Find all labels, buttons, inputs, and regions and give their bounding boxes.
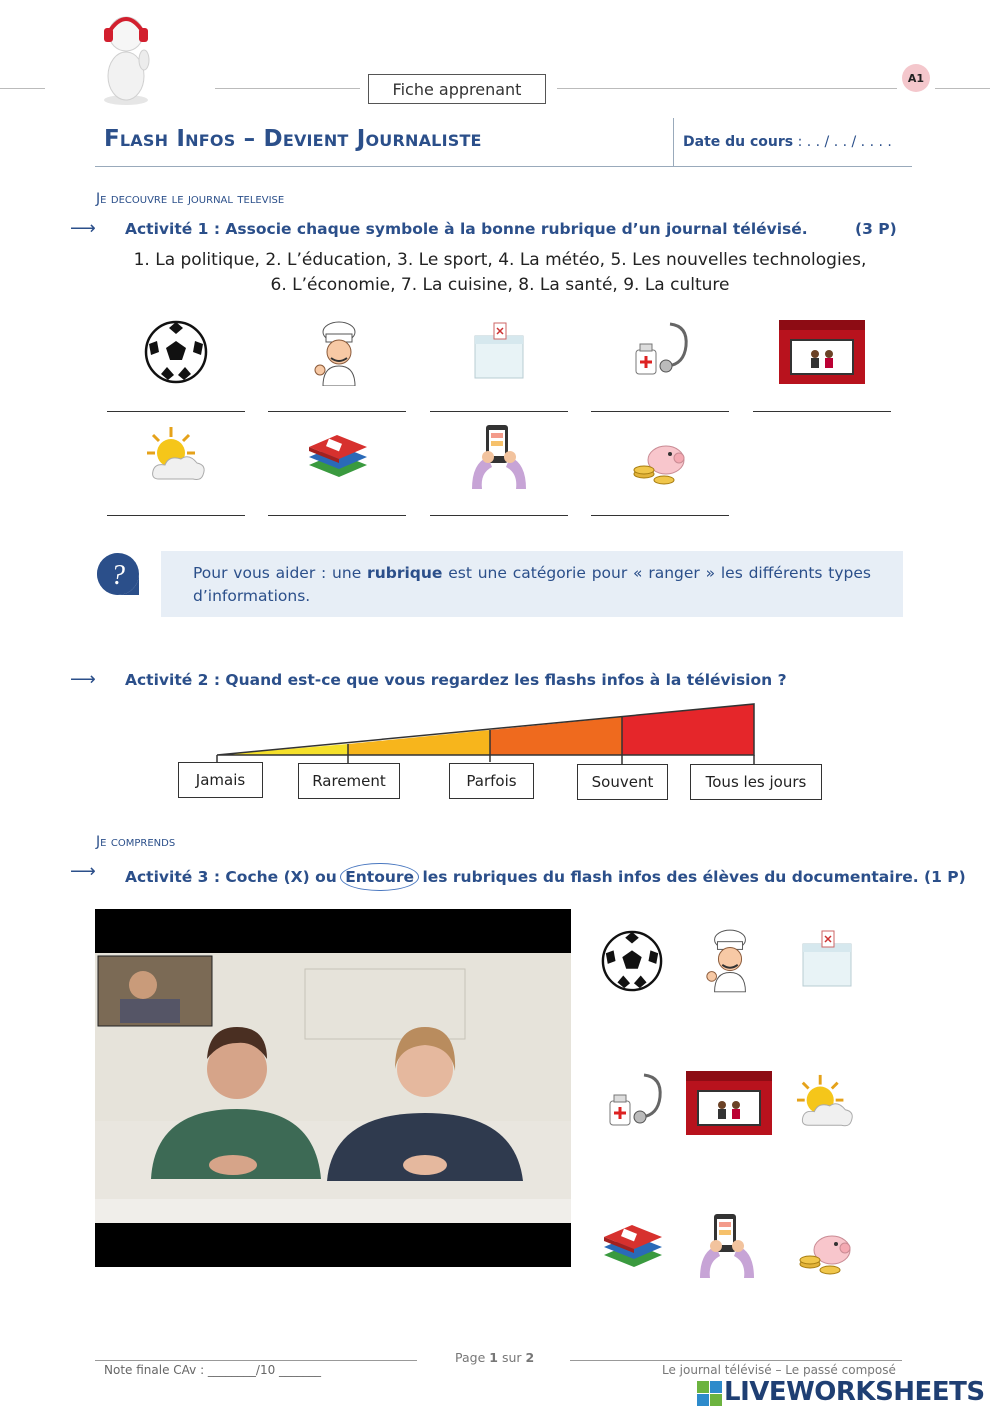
soccer-ball-icon	[143, 319, 209, 385]
answer-blank[interactable]	[430, 411, 568, 412]
card-label: Fiche apprenant	[368, 74, 546, 104]
liveworksheets-logo-icon	[697, 1381, 723, 1407]
arrow-icon: ⟶	[70, 669, 96, 690]
date-field[interactable]	[683, 134, 892, 150]
activity1-label: Activité 1 : Associe chaque symbole à la bonne rubrique d’un journal télévisé.	[125, 220, 808, 238]
smartphone-icon	[470, 423, 528, 489]
rubric-list	[0, 248, 1000, 298]
theater-stage-icon[interactable]	[686, 1071, 772, 1135]
scale-option-sometimes[interactable]: Parfois	[449, 763, 534, 799]
answer-blank[interactable]	[591, 411, 729, 412]
answer-blank[interactable]	[268, 515, 406, 516]
date-value: : . . / . . / . . . .	[797, 134, 892, 150]
level-badge: A1	[902, 64, 930, 92]
activity3-prefix: Activité 3 : Coche (X) ou	[125, 868, 337, 886]
help-text	[193, 562, 871, 608]
header-rule-right	[557, 88, 897, 89]
title-underline	[95, 166, 912, 167]
help-text-suffix: est une catégorie pour « ranger » les différents types d’informations.	[193, 564, 872, 605]
sun-cloud-icon[interactable]	[795, 1073, 857, 1133]
answer-blank[interactable]	[107, 411, 245, 412]
scale-option-often[interactable]: Souvent	[577, 764, 668, 800]
help-text-prefix: Pour vous aider : une	[193, 564, 368, 582]
header-rule-far	[935, 88, 990, 89]
answer-blank[interactable]	[753, 411, 891, 412]
smartphone-icon[interactable]	[698, 1212, 756, 1278]
mascot-icon	[96, 10, 158, 106]
page-title: Flash Infos – Devient Journaliste	[104, 126, 482, 152]
course-label: Le journal télévisé – Le passé composé	[662, 1363, 896, 1377]
answer-blank[interactable]	[430, 515, 568, 516]
brand-name: LIVEWORKSHEETS	[724, 1377, 985, 1407]
video-still[interactable]	[95, 909, 571, 1267]
title-divider	[673, 118, 674, 166]
answer-blank[interactable]	[268, 411, 406, 412]
chef-icon	[311, 320, 367, 386]
circled-word: Entoure	[340, 863, 419, 891]
svg-text:?: ?	[111, 560, 125, 591]
piggy-bank-icon[interactable]	[798, 1230, 854, 1276]
section-heading-understand: Je comprends	[96, 834, 176, 850]
footer-rule-left	[95, 1360, 417, 1361]
sun-cloud-icon	[145, 425, 209, 487]
rubric-list-line1: 1. La politique, 2. L’éducation, 3. Le sport, 4. La météo, 5. Les nouvelles technologies,	[133, 250, 867, 270]
ballot-box-icon[interactable]	[798, 928, 856, 990]
activity3-label	[125, 863, 966, 891]
chef-icon[interactable]	[703, 927, 757, 993]
rubric-list-line2: 6. L’économie, 7. La cuisine, 8. La santé, 9. La culture	[270, 275, 730, 295]
activity1-points: (3 P)	[855, 220, 897, 238]
footer-rule-right	[570, 1360, 902, 1361]
final-grade: Note finale CAv : ________/10 _______	[104, 1363, 322, 1377]
theater-stage-icon	[779, 320, 865, 384]
soccer-ball-icon[interactable]	[600, 929, 664, 993]
arrow-icon: ⟶	[70, 861, 96, 882]
help-text-keyword: rubrique	[367, 564, 443, 582]
page-current: 1	[489, 1350, 498, 1365]
activity3-suffix: les rubriques du flash infos des élèves du documentaire. (1 P)	[422, 868, 966, 886]
activity2-label: Activité 2 : Quand est-ce que vous regardez les flashs infos à la télévision ?	[125, 671, 787, 689]
date-label: Date du cours	[683, 134, 794, 150]
scale-option-never[interactable]: Jamais	[178, 762, 263, 798]
answer-blank[interactable]	[107, 515, 245, 516]
arrow-icon: ⟶	[70, 218, 96, 239]
books-icon	[305, 425, 371, 481]
stethoscope-icon	[630, 320, 692, 382]
page-prefix: Page	[455, 1350, 486, 1365]
header-rule-left	[0, 88, 45, 89]
header-rule-mid	[215, 88, 360, 89]
stethoscope-icon[interactable]	[604, 1071, 666, 1133]
answer-blank[interactable]	[591, 515, 729, 516]
scale-option-every-day[interactable]: Tous les jours	[690, 764, 822, 800]
page-number	[455, 1350, 534, 1365]
piggy-bank-icon	[632, 440, 688, 486]
page-sep: sur	[501, 1350, 522, 1365]
books-icon[interactable]	[600, 1215, 666, 1271]
question-mark-icon	[95, 551, 141, 597]
page-total: 2	[525, 1350, 535, 1365]
scale-option-rarely[interactable]: Rarement	[298, 763, 400, 799]
ballot-box-icon	[470, 320, 528, 382]
section-heading-discover: Je decouvre le journal televise	[96, 191, 285, 207]
